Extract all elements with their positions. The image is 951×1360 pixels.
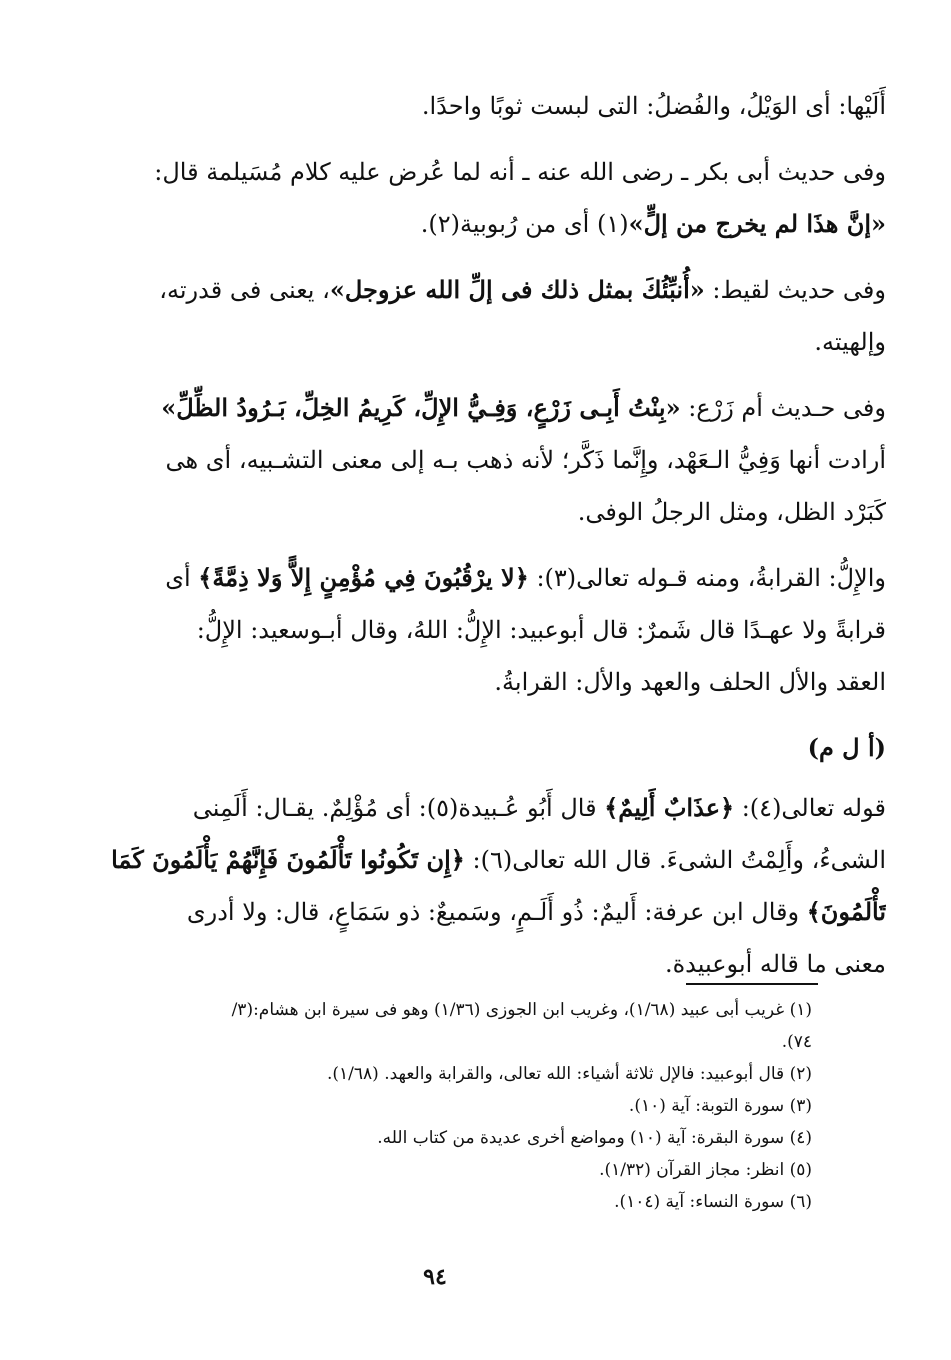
text-span: ، يعنى فى قدرته، [159, 276, 330, 304]
text-line: أرادت أنها وَفِيُّ الـعَهْد، وإِنَّما ذَكَّر؛ لأنه ذهب بـه إلى معنى التشـبيه، أى هى [165, 446, 886, 474]
text-span: وقال ابن عرفة: أَليمٌ: ذُو أَلَـمٍ، وسَميعٌ: ذو سَمَاعٍ، قال: ولا أدرى [186, 898, 800, 926]
paragraph-abu-bakr-hadith [70, 146, 886, 250]
paragraph-alim [70, 782, 886, 990]
text-line [70, 834, 886, 886]
text-span: الشىءُ، وأَلِمْتُ الشىءَ. قال الله تعالى(٦): [472, 846, 886, 874]
text-line [70, 264, 886, 316]
quran-quote: تَأْلَمُونَ﴾ [806, 897, 886, 926]
text-line: قرابةً ولا عهـدًا قال شَمرٌ: قال أبوعبيد: الإِلُّ: اللهُ، وقال أبـوسعيد: الإِلُّ: [196, 616, 886, 644]
footnote-5: (٥) انظر: مجاز القرآن (١/٣٢). [599, 1160, 812, 1180]
text-span: وفى حديث لقيط: [712, 276, 886, 304]
text-line [70, 886, 886, 938]
text-line [70, 552, 886, 604]
hadith-quote: «إنَّ هذَا لم يخرج من إلٍّ» [628, 209, 886, 238]
footnote-3: (٣) سورة التوبة: آية (١٠). [628, 1096, 812, 1116]
text-span: وفى حـديث أم زَرْع: [688, 394, 886, 422]
paragraph-definition [70, 80, 886, 132]
text-span: (١) أى من رُبوبية(٢). [420, 210, 629, 238]
page-number: ٩٤ [423, 1264, 447, 1290]
footnote-separator [686, 983, 818, 985]
text-line [70, 382, 886, 434]
text-line [70, 198, 886, 250]
quran-quote: ﴿إِن تَكُونُوا تَأْلَمُونَ فَإِنَّهُمْ يَأْلَمُونَ كَمَا [111, 845, 465, 874]
text-span: أى [165, 564, 191, 592]
main-text [70, 80, 886, 1004]
entry-heading: (أ ل م) [807, 733, 886, 762]
paragraph-al-ill [70, 552, 886, 708]
footnote-6: (٦) سورة النساء: آية (١٠٤). [614, 1192, 812, 1212]
text-line: وفى حديث أبى بكر ـ رضى الله عنه ـ أنه لما عُرض عليه كلام مُسَيلمة قال: [154, 158, 886, 186]
quran-quote: ﴿لا يرْقُبُونَ فِي مُؤْمِنٍ إِلاًّ وَلا ذِمَّةً﴾ [198, 563, 529, 592]
footnote-1-continued: ٧٤). [781, 1032, 812, 1052]
hadith-quote: «بِنْتُ أَبِـى زَرْعٍ، وَفِـيُّ الإِلِّ، كَرِيمُ الخِلِّ، بَـرُودُ الظِّلِّ» [161, 393, 681, 422]
footnotes [90, 994, 812, 1218]
text-line: العقد والأل الحلف والعهد والأل: القرابةُ. [494, 668, 886, 696]
hadith-quote: «أُنبِّئُكَ بمثل ذلك فى إلِّ الله عزوجل» [329, 275, 705, 304]
text-line: معنى ما قاله أبوعبيدة. [664, 950, 886, 978]
text-line: كَبَرْد الظل، ومثل الرجلُ الوفى. [577, 498, 886, 526]
paragraph-laqit-hadith [70, 264, 886, 368]
footnote-2: (٢) قال أبوعبيد: فالإل ثلاثة أشياء: الله تعالى، والقرابة والعهد. (١/٦٨). [326, 1064, 812, 1084]
text-span: والإِلُّ: القرابةُ، ومنه قـوله تعالى(٣): [536, 564, 886, 592]
footnote-1: (١) غريب أبى عبيد (١/٦٨)، وغريب ابن الجوزى (١/٣٦) وهو فى سيرة ابن هشام:(٣/ [231, 1000, 812, 1020]
text-line: أَلَيْها: أى الوَيْلُ، والفُضلُ: التى لبست ثوبًا واحدًا. [421, 92, 886, 120]
paragraph-umm-zar-hadith [70, 382, 886, 538]
footnote-4: (٤) سورة البقرة: آية (١٠) ومواضع أخرى عديدة من كتاب الله. [377, 1128, 812, 1148]
text-line: وإلهيته. [814, 328, 886, 356]
text-line [70, 782, 886, 834]
quran-quote: ﴿عذَابٌ أَلِيمٌ﴾ [604, 793, 735, 822]
text-span: قوله تعالى(٤): [741, 794, 886, 822]
text-span: قال أَبُو عُـبيدة(٥): أى مُؤْلِمٌ. يقـال: أَلَمِنى [192, 794, 597, 822]
